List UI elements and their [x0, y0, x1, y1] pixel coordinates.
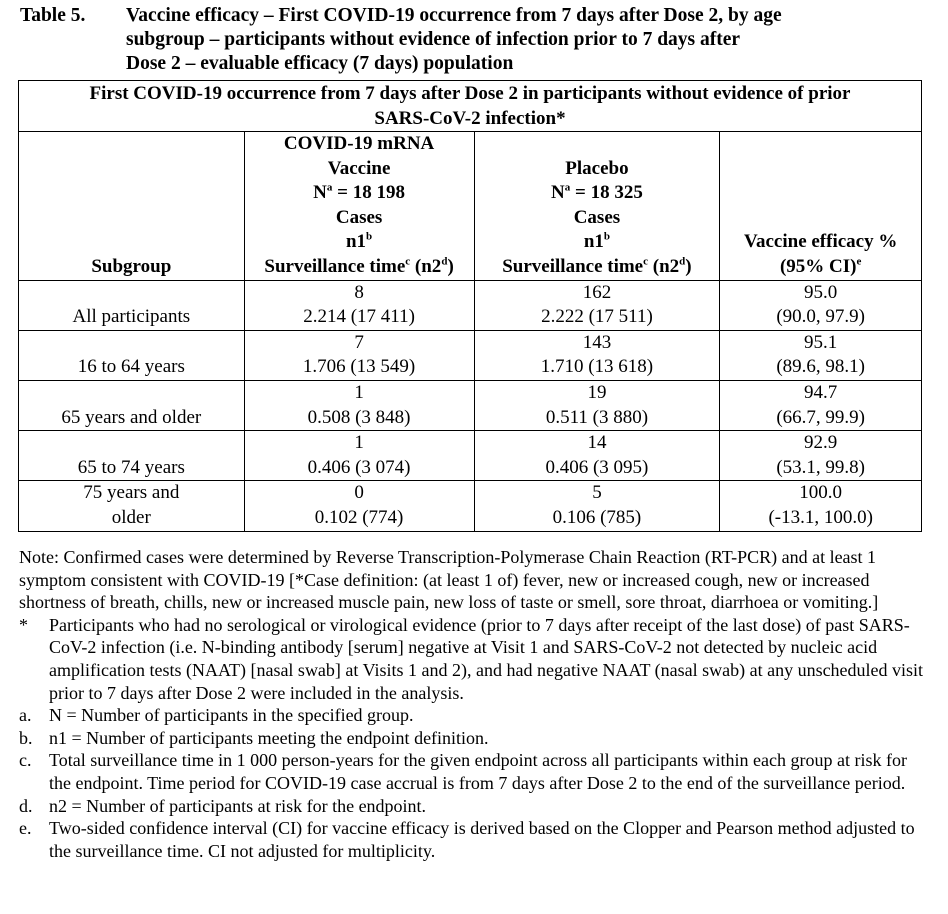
placebo-cell	[474, 431, 720, 481]
surveillance-value: 1.710 (13 618)	[540, 356, 654, 378]
header-cases: Cases	[573, 206, 621, 228]
footnote-ref: d	[679, 255, 686, 268]
n1-label: n1	[345, 231, 367, 253]
surveillance-value: 1.706 (13 549)	[302, 356, 416, 378]
footnote-marker: b.	[19, 727, 33, 748]
subgroup-cell	[19, 481, 245, 531]
header-vaccine-name: COVID-19 mRNA	[283, 133, 435, 154]
footnote-ref: a	[564, 181, 571, 194]
table-title-line: Vaccine efficacy – First COVID-19 occurrence from 7 days after Dose 2, by age	[126, 5, 782, 26]
efficacy-value: 92.9	[804, 432, 838, 454]
subgroup-label	[21, 331, 242, 356]
subgroup-label: All participants	[72, 306, 191, 328]
header-efficacy	[720, 132, 922, 281]
footnote	[19, 727, 924, 750]
footnote-text: Total surveillance time in 1 000 person-years for the given endpoint across all participants within each group at risk for the endpoint. Time period for COVID-19 case accrual is from 7 days after Dose 2 to the end of the surveillance period.	[49, 750, 907, 793]
placebo-cell	[474, 380, 720, 430]
cases-value: 19	[587, 381, 607, 403]
vaccine-cell	[244, 481, 474, 531]
footnote-ref: b	[366, 231, 373, 244]
surveillance-value: 0.106 (785)	[552, 506, 642, 528]
cases-value: 14	[587, 432, 607, 454]
subgroup-cell	[19, 280, 245, 330]
vaccine-cell	[244, 431, 474, 481]
ci-label: (95% CI)	[779, 255, 857, 277]
subgroup-cell	[19, 431, 245, 481]
efficacy-cell	[720, 330, 922, 380]
table-title	[126, 4, 926, 76]
header-efficacy-label: Vaccine efficacy %	[744, 231, 898, 253]
n-label: N	[313, 182, 327, 204]
n2-close: )	[447, 255, 454, 277]
footnote-ref: b	[603, 231, 611, 244]
header-subgroup-label: Subgroup	[91, 255, 172, 277]
footnote-ref: c	[643, 255, 649, 268]
footnote-marker: d.	[19, 795, 33, 816]
table-row	[19, 380, 922, 430]
table-row	[19, 431, 922, 481]
header-ci	[722, 255, 919, 280]
subgroup-label: 16 to 64 years	[77, 356, 185, 378]
placebo-cell	[474, 481, 720, 531]
vaccine-cell	[244, 380, 474, 430]
footnote-ref: d	[441, 255, 448, 268]
table-row	[19, 280, 922, 330]
n-value: = 18 325	[570, 182, 643, 204]
table-title-line: Dose 2 – evaluable efficacy (7 days) population	[126, 53, 514, 74]
ci-value: (53.1, 99.8)	[776, 456, 865, 478]
subgroup-cell	[19, 330, 245, 380]
table-banner-row	[19, 81, 922, 132]
n2-label: (n2	[410, 255, 442, 277]
header-surveillance	[247, 255, 472, 280]
subgroup-label: 65 to 74 years	[77, 456, 185, 478]
n2-label: (n2	[648, 255, 680, 277]
efficacy-value: 95.1	[804, 331, 838, 353]
surveillance-label: Surveillance time	[502, 255, 644, 277]
cases-value: 1	[354, 432, 364, 454]
cases-value: 162	[582, 281, 612, 303]
header-vaccine	[244, 132, 474, 281]
n-label: N	[551, 182, 565, 204]
banner-line: First COVID-19 occurrence from 7 days after Dose 2 in participants without evidence of prior	[89, 83, 851, 104]
efficacy-cell	[720, 481, 922, 531]
footnote-marker: e.	[19, 818, 32, 839]
header-placebo-name: Placebo	[565, 157, 629, 179]
header-cases: Cases	[335, 206, 383, 228]
footnote	[19, 614, 924, 704]
table-notes	[19, 546, 924, 862]
efficacy-value: 100.0	[799, 482, 843, 504]
ci-value: (90.0, 97.9)	[776, 306, 865, 328]
vaccine-cell	[244, 330, 474, 380]
subgroup-label: 75 years and	[83, 482, 180, 504]
table-row	[19, 481, 922, 531]
efficacy-value: 95.0	[804, 281, 838, 303]
n1-label: n1	[583, 231, 604, 253]
footnote-marker: *	[19, 614, 28, 635]
efficacy-cell	[720, 280, 922, 330]
footnote	[19, 817, 924, 862]
surveillance-value: 2.214 (17 411)	[303, 306, 415, 328]
footnote	[19, 704, 924, 727]
header-subgroup	[19, 132, 245, 281]
efficacy-cell	[720, 380, 922, 430]
table-row	[19, 330, 922, 380]
footnote-marker: c.	[19, 750, 32, 771]
footnote	[19, 795, 924, 818]
placebo-cell	[474, 280, 720, 330]
note-text: Note: Confirmed cases were determined by Reverse Transcription-Polymerase Chain Reaction (RT-PCR) and at least 1 symptom consistent with COVID-19 [*Case definition: (at least 1 of) fever, new or increased cough, new or increased shortness of breath, chills, new or increased muscle pain, new loss of taste or smell, sore throat, diarrhoea or vomiting.]	[19, 547, 879, 613]
cases-value: 7	[354, 331, 364, 353]
header-placebo	[474, 132, 720, 281]
ci-value: (-13.1, 100.0)	[768, 506, 873, 528]
cases-value: 1	[354, 381, 364, 403]
header-vaccine-n	[247, 181, 472, 206]
header-vaccine-name: Vaccine	[327, 157, 391, 179]
table-title-line: subgroup – participants without evidence of infection prior to 7 days after	[126, 29, 741, 50]
subgroup-label	[21, 381, 242, 406]
footnote	[19, 749, 924, 794]
footnote-marker: a.	[19, 705, 32, 726]
efficacy-cell	[720, 431, 922, 481]
surveillance-value: 0.406 (3 074)	[307, 456, 411, 478]
ci-value: (89.6, 98.1)	[776, 356, 865, 378]
header-surveillance	[477, 255, 718, 280]
surveillance-value: 0.102 (774)	[314, 506, 404, 528]
table-number: Table 5.	[20, 5, 86, 26]
n-value: = 18 198	[332, 182, 405, 204]
footnote-ref: a	[326, 181, 333, 194]
efficacy-value: 94.7	[804, 381, 838, 403]
subgroup-label	[21, 431, 242, 456]
surveillance-value: 2.222 (17 511)	[541, 306, 653, 328]
cases-value: 5	[592, 482, 602, 504]
surveillance-value: 0.508 (3 848)	[307, 406, 411, 428]
header-placebo-n	[477, 181, 718, 206]
surveillance-value: 0.406 (3 095)	[545, 456, 649, 478]
cases-value: 143	[582, 331, 612, 353]
subgroup-label: older	[111, 506, 151, 528]
table-header-row	[19, 132, 922, 281]
subgroup-label	[21, 281, 242, 306]
cases-value: 8	[354, 281, 364, 303]
vaccine-cell	[244, 280, 474, 330]
footnote-text: Two-sided confidence interval (CI) for vaccine efficacy is derived based on the Clopper and Pearson method adjusted to the surveillance time. CI not adjusted for multiplicity.	[49, 818, 915, 861]
header-n1	[477, 230, 718, 255]
banner-line: SARS-CoV-2 infection*	[374, 108, 566, 129]
table-banner	[19, 81, 922, 132]
efficacy-table	[18, 80, 922, 532]
footnote-ref: e	[856, 255, 862, 268]
footnote-text: Participants who had no serological or virological evidence (prior to 7 days after receipt of the last dose) of past SARS-CoV-2 infection (i.e. N-binding antibody [serum] negative at Visit 1 and SARS-CoV-2 not detected by nucleic acid amplification tests (NAAT) [nasal swab] at Visits 1 and 2), and had negative NAAT (nasal swab) at any unscheduled visit prior to 7 days after Dose 2 were included in the analysis.	[49, 614, 924, 703]
subgroup-label: 65 years and older	[61, 406, 202, 428]
subgroup-cell	[19, 380, 245, 430]
footnote-text: n2 = Number of participants at risk for the endpoint.	[49, 795, 427, 816]
footnote-text: n1 = Number of participants meeting the endpoint definition.	[49, 727, 489, 748]
surveillance-value: 0.511 (3 880)	[545, 406, 649, 428]
header-n1	[247, 230, 472, 255]
surveillance-label: Surveillance time	[264, 255, 406, 277]
cases-value: 0	[354, 482, 364, 504]
n2-close: )	[685, 255, 692, 277]
ci-value: (66.7, 99.9)	[776, 406, 865, 428]
footnote-text: N = Number of participants in the specified group.	[49, 705, 414, 726]
footnote-ref: c	[405, 255, 411, 268]
placebo-cell	[474, 330, 720, 380]
